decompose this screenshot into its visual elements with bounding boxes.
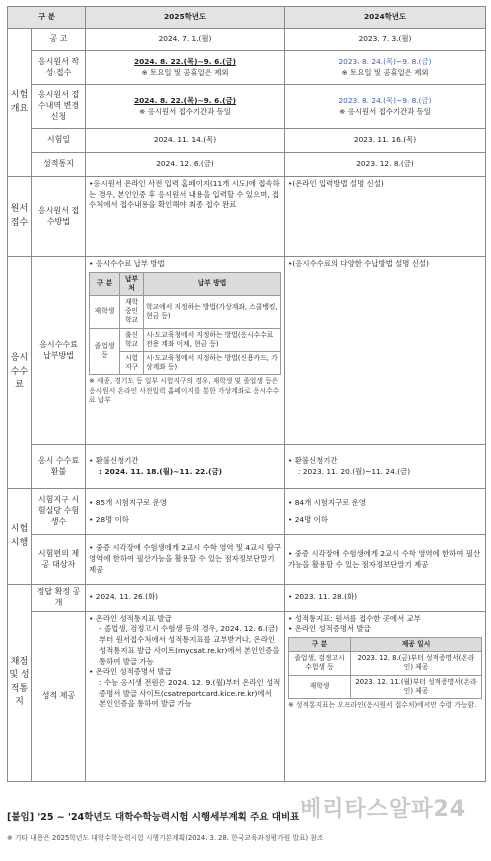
fee-heading: • 응시수수료 납부 방법 [89, 259, 165, 268]
section-title-scoring: 채점 및 성적통지 [8, 585, 32, 782]
row-label: 응시원서 작성·접수 [32, 51, 86, 85]
table-row [8, 51, 486, 85]
score-line: • 온라인 성적증명서 발급 [288, 624, 371, 634]
date-range: 2023. 8. 24.(목)~9. 8.(금) [338, 95, 432, 105]
comparison-table-wrapper [7, 6, 485, 782]
table-row [8, 257, 486, 445]
inner-header: 구 분 [90, 272, 120, 295]
inner-header-row [90, 272, 281, 295]
cell-2025: 2024. 11. 14.(목) [86, 129, 285, 153]
inner-group: 졸업생 등 [90, 328, 120, 375]
note-text: ※ 토요일 및 공휴일은 제외 [341, 67, 429, 77]
row-label: 응시 수수료 환불 [32, 445, 86, 489]
cell-2024: •(온라인 입력방법 설명 신설) [285, 177, 486, 257]
score-line: • 성적통지표: 원서를 접수한 곳에서 교부 [288, 613, 421, 623]
section-title-application: 원서접수 [8, 177, 32, 257]
inner-header: 납부 방법 [144, 272, 281, 295]
date-range: 2024. 8. 22.(목)~9. 6.(금) [134, 56, 237, 66]
cell-2025 [86, 85, 285, 129]
inner-header-row [289, 638, 482, 652]
watermark: 베리타스알파24 [300, 797, 467, 822]
row-label: 시험일 [32, 129, 86, 153]
row-label: 성적통지 [32, 153, 86, 177]
header-category: 구 분 [8, 7, 86, 29]
row-label: 시험지구 시험실당 수험생수 [32, 489, 86, 535]
cell-2025 [86, 257, 285, 445]
note-text: ※ 토요일 및 공휴일은 제외 [141, 67, 229, 77]
score-line: • 온라인 성적증명서 발급 [89, 667, 172, 677]
cell-2024: •(응시수수료의 다양한 수납방법 설명 신설) [285, 257, 486, 445]
score-note: ※ 성적통지표는 오프라인(응시원서 접수처)에서만 수령 가능함. [288, 700, 477, 709]
cell-2024 [285, 51, 486, 85]
cell-2025 [86, 489, 285, 535]
refund-period: : 2024. 11. 18.(월)~11. 22.(금) [99, 466, 222, 476]
table-row [8, 489, 486, 535]
row-label: 정답 확정 공개 [32, 585, 86, 612]
header-2024: 2024학년도 [285, 7, 486, 29]
cell-2025: 2024. 12. 6.(금) [86, 153, 285, 177]
inner-group: 졸업생, 검정고시 수험생 등 [289, 652, 351, 675]
inner-place: 출신 학교 [120, 328, 144, 351]
district-count: • 84개 시험지구로 운영 [288, 497, 366, 507]
cell-2024: 2023. 12. 8.(금) [285, 153, 486, 177]
inner-header: 납부처 [120, 272, 144, 295]
inner-row [289, 652, 482, 675]
room-capacity: • 28명 이하 [89, 514, 129, 524]
date-range: 2023. 8. 24.(목)~9. 8.(금) [338, 56, 432, 66]
inner-header: 구 분 [289, 638, 351, 652]
table-row [8, 177, 486, 257]
cell-2024: • 2023. 11. 28.(화) [285, 585, 486, 612]
inner-date: 2023. 12. 8.(금)부터 성적증명서(온라인) 제공 [351, 652, 482, 675]
table-header-row [8, 7, 486, 29]
cell-2024: • 중증 시각장애 수험생에게 2교시 수학 영역에 한하여 필산가능을 활용할 수 있는 점자정보단말기 제공 [285, 535, 486, 585]
refund-heading: • 환불신청기간 [89, 455, 139, 465]
inner-place: 시험지구 [120, 351, 144, 374]
score-line: : 수능 응시생 전원은 2024. 12. 9.(월)부터 온라인 성적증명서 발급 사이트(csatreportcard.kice.re.kr)에서 본인인증을 통하여 발급 가능 [99, 678, 281, 709]
cell-2025: • 중증 시각장애 수험생에게 2교시 수학 영역 및 4교시 탐구영역에 한하여 필산가능을 활용할 수 있는 점자정보단말기 제공 [86, 535, 285, 585]
fee-method-table [89, 272, 281, 376]
cell-2024: 2023. 11. 16.(목) [285, 129, 486, 153]
table-row [8, 535, 486, 585]
district-count: • 85개 시험지구로 운영 [89, 497, 167, 507]
row-label: 응시원서 접수내역 변경신청 [32, 85, 86, 129]
cell-2025 [86, 611, 285, 781]
inner-method: 시·도교육청에서 지정하는 방법(신용카드, 가상계좌 등) [144, 351, 281, 374]
row-label: 응시수수료 납부방법 [32, 257, 86, 445]
refund-heading: • 환불신청기간 [288, 455, 338, 465]
note-text: ※ 응시원서 접수기간과 동일 [139, 106, 231, 116]
date-range: 2024. 8. 22.(목)~9. 6.(금) [134, 95, 237, 105]
inner-date: 2023. 12. 11.(월)부터 성적증명서(온라인) 제공 [351, 675, 482, 698]
footnote: ※ 기타 내용은 2025학년도 대학수학능력시험 시행기본계획(2024. 3. 28. 한국교육과정평가원 발표) 참조 [7, 834, 324, 842]
inner-method: 시·도교육청에서 지정하는 방법(응시수수료 전용 계좌 이체, 현금 등) [144, 328, 281, 351]
table-row [8, 129, 486, 153]
row-label: 시험편의 제공 대상자 [32, 535, 86, 585]
comparison-table [7, 6, 486, 782]
cell-2024 [285, 445, 486, 489]
room-capacity: • 24명 이하 [288, 514, 328, 524]
inner-place: 재학 중인 학교 [120, 296, 144, 329]
section-title-administration: 시험시행 [8, 489, 32, 585]
table-row [8, 445, 486, 489]
fee-note: ※ 세종, 경기도 등 일부 시험지구의 경우, 재학생 및 졸업생 등은 응시원서 온라인 사전입력 홈페이지를 통한 가상계좌로 응시수수료 납부 [89, 377, 280, 405]
table-row [8, 29, 486, 51]
refund-period: : 2023. 11. 20.(월)~11. 24.(금) [298, 466, 411, 476]
inner-row [289, 675, 482, 698]
table-row [8, 585, 486, 612]
inner-group: 재학생 [90, 296, 120, 329]
inner-row [90, 296, 281, 329]
cell-2024 [285, 85, 486, 129]
inner-row [90, 328, 281, 351]
cell-2024: 2023. 7. 3.(월) [285, 29, 486, 51]
score-line: - 졸업생, 검정고시 수험생 등의 경우, 2024. 12. 6.(금)부터 원서접수처에서 성적통지표를 교부받거나, 온라인 성적통지표 발급 사이트(mycsat.re.kr)에서 본인인증을 통하여 발급 가능 [99, 624, 280, 666]
cell-2025: 2024. 7. 1.(월) [86, 29, 285, 51]
cell-2025 [86, 51, 285, 85]
section-title-exam-overview: 시험개요 [8, 29, 32, 177]
row-label: 공 고 [32, 29, 86, 51]
inner-group: 재학생 [289, 675, 351, 698]
attachment-caption: [붙임] '25 ~ '24학년도 대학수학능력시험 시행세부계획 주요 대비표 [7, 812, 300, 823]
cell-2025: •응시원서 온라인 사전 입력 홈페이지(11개 시도)에 접속하는 경우, 본인인증 후 응시원서 내용을 입력할 수 있으며, 접수처에서 접수내용을 확인해야 최종 접수 완료 [86, 177, 285, 257]
section-title-fee: 응시수수료 [8, 257, 32, 489]
row-label: 응시원서 접수방법 [32, 177, 86, 257]
cell-2024 [285, 489, 486, 535]
cell-2024 [285, 611, 486, 781]
score-schedule-table [288, 637, 482, 699]
header-2025: 2025학년도 [86, 7, 285, 29]
inner-header: 제공 일시 [351, 638, 482, 652]
cell-2025 [86, 445, 285, 489]
table-row [8, 611, 486, 781]
row-label: 성적 제공 [32, 611, 86, 781]
cell-2025: • 2024. 11. 26.(화) [86, 585, 285, 612]
note-text: ※ 응시원서 접수기간과 동일 [339, 106, 431, 116]
table-row [8, 85, 486, 129]
table-row [8, 153, 486, 177]
inner-method: 학교에서 지정하는 방법(가상계좌, 스쿨뱅킹, 현금 등) [144, 296, 281, 329]
score-line: • 온라인 성적통지표 발급 [89, 613, 172, 623]
